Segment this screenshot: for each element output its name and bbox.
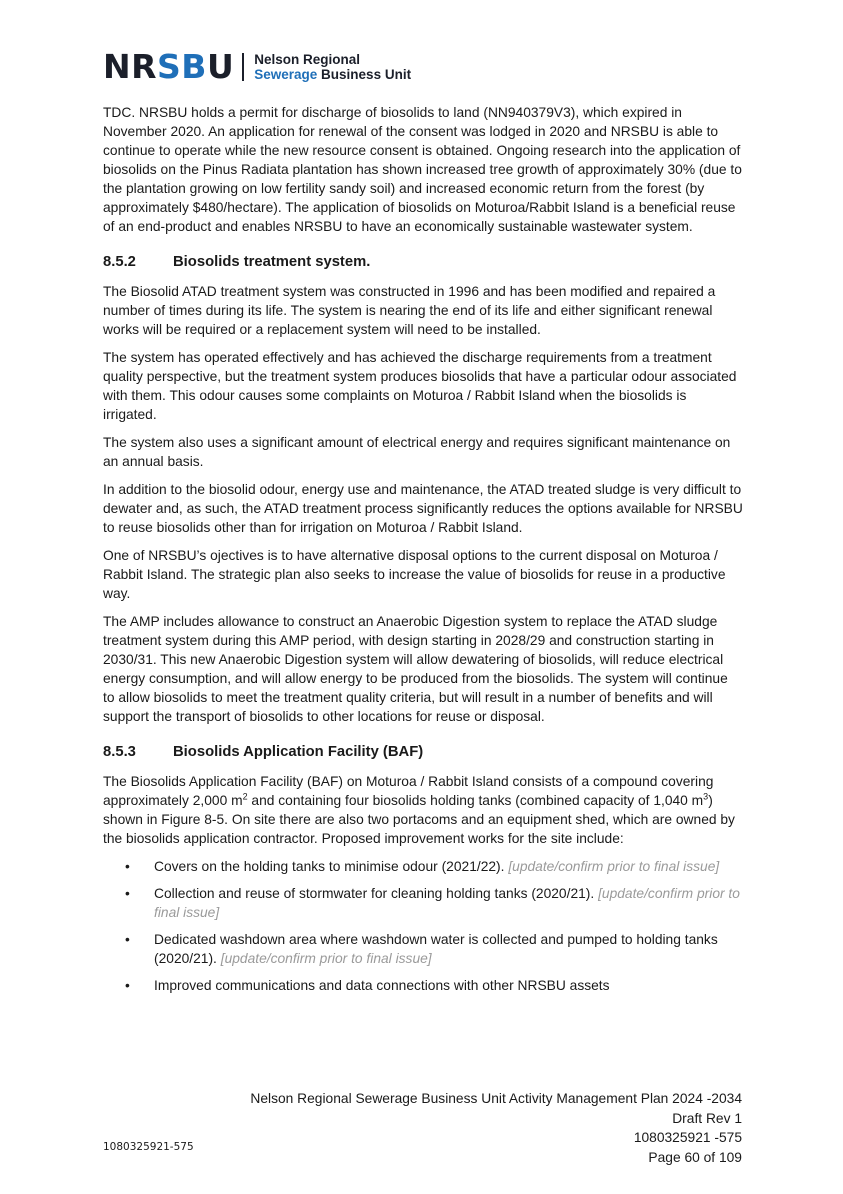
logo-line-2-blue: Sewerage — [254, 67, 318, 82]
editor-note: [update/confirm prior to final issue] — [220, 951, 432, 966]
superscript-3: 3 — [703, 791, 709, 802]
list-item-text: Covers on the holding tanks to minimise odour (2021/22). — [154, 859, 509, 874]
bullet-icon: • — [125, 932, 130, 947]
page-footer — [250, 1089, 742, 1167]
paragraph: The AMP includes allowance to construct an Anaerobic Digestion system to replace the ATAD sludge treatment system during this AMP period, with design starting in 2028/29 and construction starting in 2030/31. This new Anaerobic Digestion system will allow dewatering of biosolids, will reduce electrical energy consumption, and will allow energy to be produced from the biosolids. The system will continue to allow biosolids to meet the treatment quality criteria, but will result in a number of benefits and will support the transport of biosolids to other locations for reuse or disposal. — [103, 614, 728, 724]
list-item-text: Improved communications and data connections with other NRSBU assets — [154, 978, 610, 993]
nrsbu-logo — [103, 49, 411, 85]
section-title: Biosolids treatment system. — [173, 254, 371, 270]
logo-wordmark-accent: SB — [157, 47, 207, 86]
list-item — [103, 930, 743, 968]
superscript-2: 2 — [242, 791, 248, 802]
bullet-icon: • — [125, 859, 130, 874]
paragraph: The Biosolid ATAD treatment system was constructed in 1996 and has been modified and repaired a number of times during its life. The system is nearing the end of its life and either significant renewal works will be required or a replacement system will need to be installed. — [103, 284, 716, 337]
baf-text-1: The Biosolids Application Facility (BAF) on Moturoa / Rabbit Island consists of a compound covering approximately 2,000 m — [103, 774, 714, 808]
section-heading-853 — [103, 742, 743, 762]
logo-text — [254, 52, 411, 82]
footer-revision: Draft Rev 1 — [672, 1110, 742, 1126]
logo-line-2-dark: Business Unit — [317, 67, 412, 82]
baf-text-2: and containing four biosolids holding tanks (combined capacity of 1,040 m — [247, 793, 704, 808]
list-item — [103, 884, 743, 922]
improvement-list — [103, 857, 743, 995]
page-content — [103, 103, 743, 1003]
paragraph: The system also uses a significant amount of electrical energy and requires significant maintenance on an annual basis. — [103, 435, 731, 469]
logo-divider — [242, 53, 244, 81]
section-number: 8.5.3 — [103, 744, 136, 760]
section-heading-852 — [103, 252, 743, 272]
baf-paragraph — [103, 772, 743, 848]
list-item — [103, 976, 743, 995]
list-item — [103, 857, 743, 876]
editor-note: [update/confirm prior to final issue] — [154, 886, 740, 920]
footer-doc-number: 1080325921 -575 — [633, 1130, 742, 1145]
logo-wordmark — [103, 49, 234, 85]
logo-line-2 — [254, 67, 411, 82]
logo-wordmark-part1: NR — [103, 47, 158, 86]
section-title: Biosolids Application Facility (BAF) — [173, 744, 424, 760]
list-item-text: Dedicated washdown area where washdown water is collected and pumped to holding tanks (2020/21). — [154, 932, 718, 966]
logo-line-1: Nelson Regional — [254, 52, 361, 67]
intro-paragraph: TDC. NRSBU holds a permit for discharge of biosolids to land (NN940379V3), which expired in November 2020. An application for renewal of the consent was lodged in 2020 and NRSBU is able to continue to operate while the new resource consent is obtained. Ongoing research into the application of biosolids on the Pinus Radiata plantation has shown increased tree growth of approximately 30% (due to the plantation growing on low fertility sandy soil) and increased economic return from the forest (by approximately $480/hectare). The application of biosolids on Moturoa/Rabbit Island is a beneficial reuse of an end-product and enables NRSBU to have an economically sustainable wastewater system. — [103, 105, 742, 234]
document-reference: 1080325921-575 — [103, 1141, 194, 1153]
paragraph: In addition to the biosolid odour, energy use and maintenance, the ATAD treated sludge is very difficult to dewater and, as such, the ATAD treatment process significantly reduces the options available for NRSBU to reuse biosolids other than for irrigation on Moturoa / Rabbit Island. — [103, 482, 743, 535]
paragraph: One of NRSBU’s ojectives is to have alternative disposal options to the current disposal on Moturoa / Rabbit Island. The strategic plan also seeks to increase the value of biosolids for reuse in a productive way. — [103, 548, 726, 601]
editor-note: [update/confirm prior to final issue] — [508, 859, 720, 874]
logo-wordmark-part2: U — [206, 47, 235, 86]
footer-document-title: Nelson Regional Sewerage Business Unit Activity Management Plan 2024 -2034 — [250, 1091, 742, 1106]
paragraph: The system has operated effectively and has achieved the discharge requirements from a treatment quality perspective, but the treatment system produces biosolids that have a particular odour associated with them. This odour causes some complaints on Moturoa / Rabbit Island when the biosolids is irrigated. — [103, 350, 737, 422]
baf-text-3: ) shown in Figure 8-5. On site there are also two portacoms and an equipment shed, which are owned by the biosolids application contractor. Proposed improvement works for the site include: — [103, 793, 735, 846]
bullet-icon: • — [125, 886, 130, 901]
bullet-icon: • — [125, 978, 130, 993]
section-number: 8.5.2 — [103, 254, 136, 270]
list-item-text: Collection and reuse of stormwater for cleaning holding tanks (2020/21). — [154, 886, 599, 901]
footer-page-number: Page 60 of 109 — [648, 1149, 742, 1165]
